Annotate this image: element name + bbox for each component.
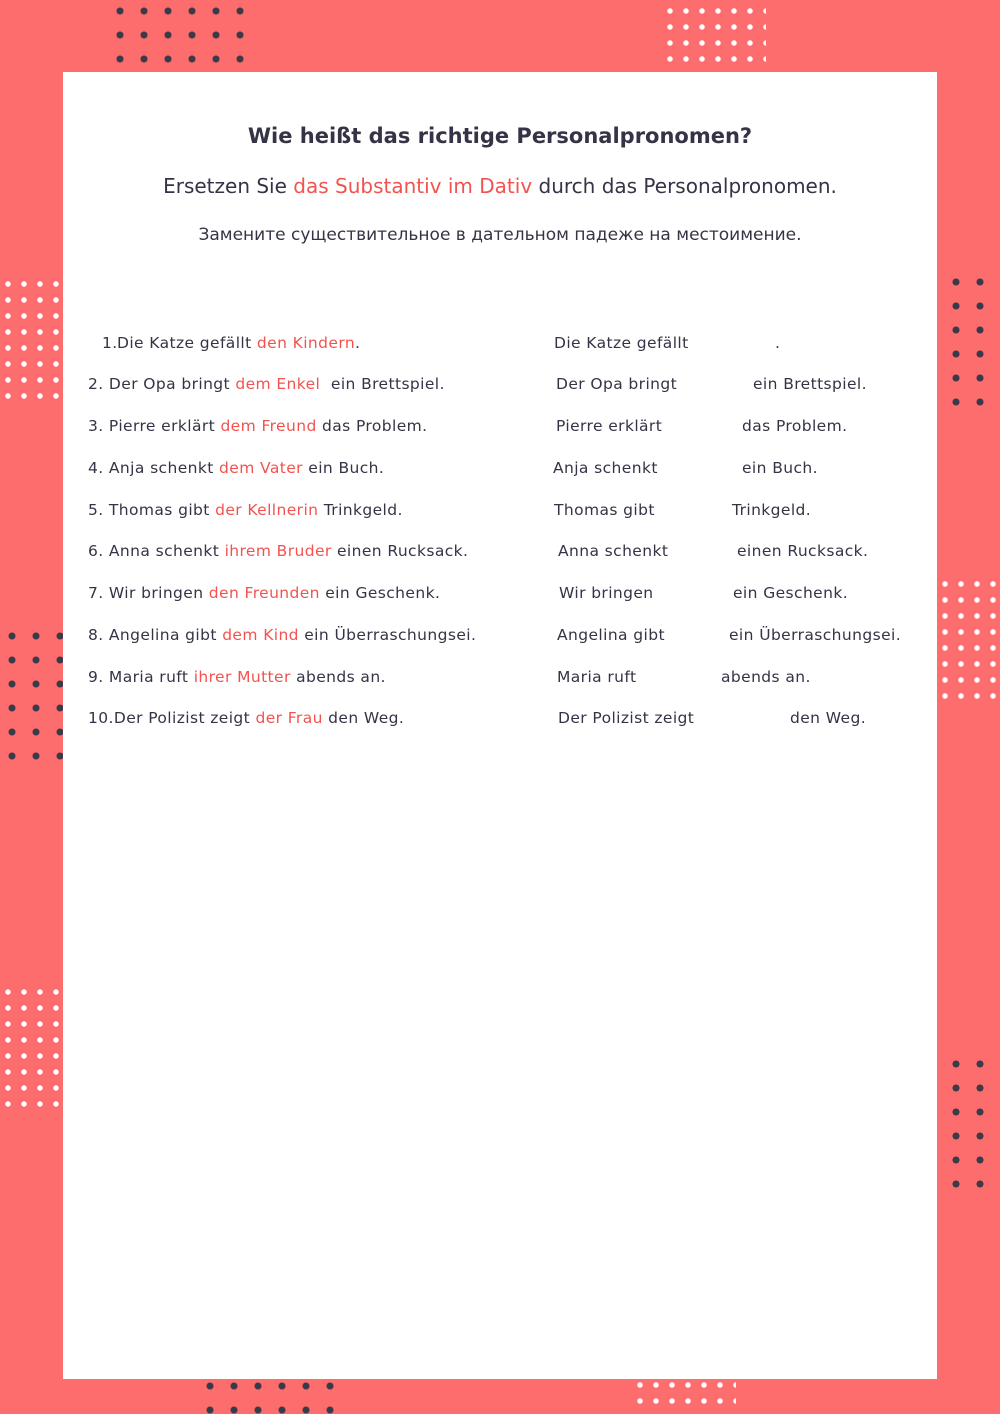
answer-part-1: Wir bringen — [559, 584, 654, 602]
exercise-noun: dem Enkel — [235, 375, 321, 393]
answer-part-2: das Problem. — [742, 417, 848, 435]
decor-dots-right-middle — [937, 576, 1000, 708]
answer-part-2: den Weg. — [790, 709, 867, 727]
answer-part-1: Pierre erklärt — [556, 417, 663, 435]
decor-dots-right-upper — [944, 270, 1000, 414]
exercise-pre: Die Katze gefällt — [117, 334, 257, 352]
decor-dots-top-right — [662, 0, 766, 72]
exercise-number: 7. — [88, 584, 104, 602]
answer-part-2: . — [775, 334, 781, 352]
instruction-translation: Замените существительное в дательном падеже на местоимение. — [198, 225, 802, 245]
exercise-sentence — [88, 459, 384, 477]
exercise-row — [63, 626, 937, 656]
exercise-noun: dem Vater — [219, 459, 303, 477]
exercise-sentence — [88, 417, 427, 435]
answer-part-2: ein Geschenk. — [733, 584, 849, 602]
exercise-pre: Der Polizist zeigt — [113, 709, 256, 727]
exercise-pre: Thomas gibt — [103, 501, 216, 519]
exercise-noun: ihrem Bruder — [224, 542, 332, 560]
decor-dots-left-lower — [0, 984, 63, 1116]
exercise-row — [63, 584, 937, 614]
exercise-noun: ihrer Mutter — [193, 668, 291, 686]
answer-part-2: ein Brettspiel. — [753, 375, 867, 393]
exercise-sentence — [88, 501, 403, 519]
exercise-row — [63, 542, 937, 572]
exercise-row — [63, 334, 937, 364]
answer-part-1: Anna schenkt — [558, 542, 669, 560]
answer-part-2: Trinkgeld. — [732, 501, 812, 519]
exercise-number: 2. — [88, 375, 104, 393]
exercise-pre: Angelina gibt — [103, 626, 223, 644]
exercise-noun: den Freunden — [208, 584, 320, 602]
decor-dots-left-middle — [0, 624, 63, 768]
exercise-sentence — [88, 668, 386, 686]
decor-dots-bottom-left — [198, 1379, 342, 1414]
exercise-number: 3. — [88, 417, 104, 435]
exercise-row — [63, 417, 937, 447]
exercise-number: 1. — [102, 334, 118, 352]
decor-dots-left-upper — [0, 276, 63, 406]
exercise-number: 8. — [88, 626, 104, 644]
instruction-highlight: das Substantiv im Dativ — [293, 174, 533, 198]
answer-part-1: Thomas gibt — [554, 501, 655, 519]
exercise-post: abends an. — [290, 668, 386, 686]
exercise-post: ein Geschenk. — [319, 584, 441, 602]
exercise-noun: der Frau — [255, 709, 323, 727]
answer-part-1: Maria ruft — [557, 668, 637, 686]
decor-dots-bottom-right — [632, 1379, 736, 1414]
worksheet — [63, 72, 937, 1379]
instruction — [63, 174, 937, 198]
answer-part-2: abends an. — [721, 668, 811, 686]
exercise-post: den Weg. — [322, 709, 405, 727]
exercise-noun: den Kindern — [256, 334, 356, 352]
exercise-pre: Wir bringen — [103, 584, 209, 602]
answer-part-1: Anja schenkt — [553, 459, 658, 477]
exercise-number: 9. — [88, 668, 104, 686]
answer-part-1: Angelina gibt — [557, 626, 665, 644]
exercise-row — [63, 459, 937, 489]
exercise-sentence — [88, 375, 445, 393]
instruction-pre: Ersetzen Sie — [163, 174, 294, 198]
exercise-noun: dem Kind — [222, 626, 299, 644]
exercise-post: ein Brettspiel. — [320, 375, 445, 393]
instruction-post: durch das Personalpronomen. — [532, 174, 837, 198]
decor-dots-top-left — [108, 0, 252, 72]
exercise-noun: dem Freund — [220, 417, 317, 435]
exercise-post: das Problem. — [316, 417, 428, 435]
answer-part-1: Der Polizist zeigt — [558, 709, 695, 727]
exercise-row — [63, 501, 937, 531]
exercise-post: ein Buch. — [302, 459, 385, 477]
exercise-pre: Pierre erklärt — [103, 417, 221, 435]
exercise-pre: Maria ruft — [103, 668, 194, 686]
exercise-row — [63, 375, 937, 405]
exercise-number: 4. — [88, 459, 104, 477]
exercise-row — [63, 709, 937, 739]
exercise-pre: Der Opa bringt — [103, 375, 236, 393]
exercise-sentence — [88, 626, 476, 644]
answer-part-1: Die Katze gefällt — [554, 334, 689, 352]
answer-part-2: ein Überraschungsei. — [729, 626, 902, 644]
exercise-row — [63, 668, 937, 698]
exercise-number: 10. — [88, 709, 114, 727]
exercise-number: 6. — [88, 542, 104, 560]
exercise-post: Trinkgeld. — [318, 501, 403, 519]
exercise-pre: Anna schenkt — [103, 542, 225, 560]
exercise-sentence — [88, 542, 468, 560]
exercise-sentence — [88, 709, 404, 727]
answer-part-2: einen Rucksack. — [737, 542, 869, 560]
exercise-post: einen Rucksack. — [331, 542, 469, 560]
exercise-sentence — [88, 584, 440, 602]
worksheet-title: Wie heißt das richtige Personalpronomen? — [247, 124, 753, 148]
exercise-pre: Anja schenkt — [103, 459, 220, 477]
answer-part-2: ein Buch. — [742, 459, 818, 477]
answer-part-1: Der Opa bringt — [556, 375, 678, 393]
exercise-sentence — [117, 334, 360, 352]
exercise-number: 5. — [88, 501, 104, 519]
exercise-post: . — [355, 334, 361, 352]
decor-dots-right-lower — [944, 1052, 1000, 1196]
exercise-post: ein Überraschungsei. — [298, 626, 477, 644]
exercise-noun: der Kellnerin — [215, 501, 319, 519]
